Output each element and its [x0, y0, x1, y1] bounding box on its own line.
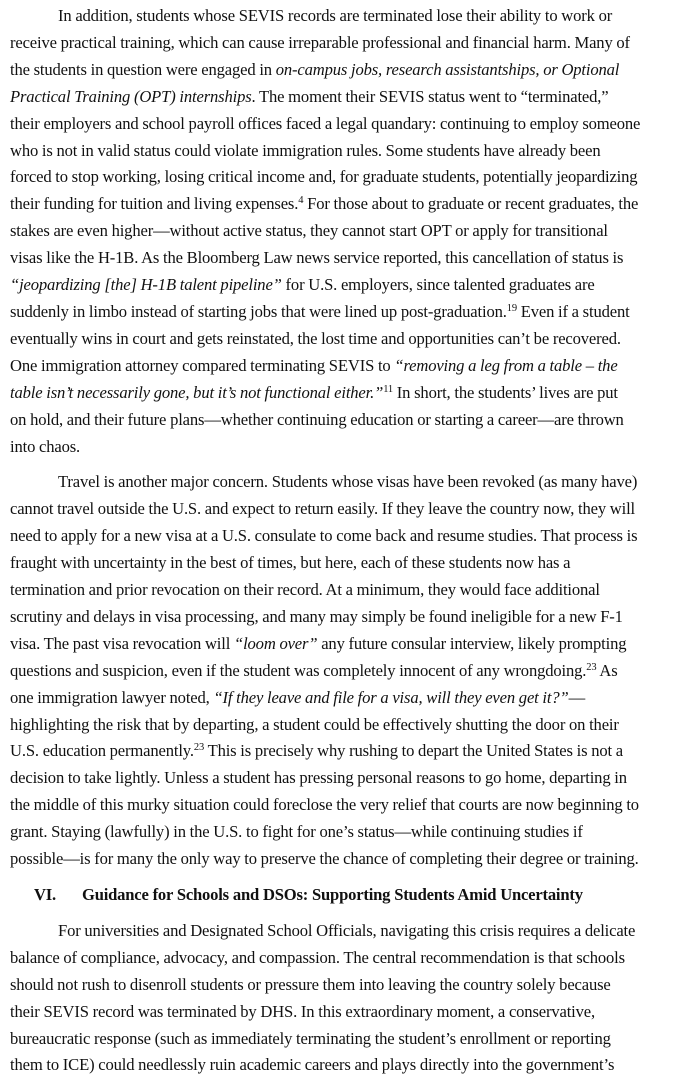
text-run: the students in question were engaged in: [10, 59, 276, 79]
footnote-ref: 19: [506, 302, 517, 314]
text-line: [10, 550, 674, 577]
text-run: fraught with uncertainty in the best of times, but here, each of these students now has a: [10, 553, 571, 573]
text-run: visa. The past visa revocation will: [10, 633, 234, 653]
text-run: Even if a student: [516, 301, 630, 321]
text-line: [10, 631, 674, 658]
text-line: [10, 326, 674, 353]
text-run: cannot travel outside the U.S. and expect to return easily. If they leave the country now, they will: [10, 499, 636, 519]
text-run: should not rush to disenroll students or pressure them into leaving the country solely because: [10, 974, 611, 994]
text-run: on hold, and their future plans—whether continuing education or starting a career—are thrown: [10, 409, 624, 429]
text-run: visas like the H-1B. As the Bloomberg Law news service reported, this cancellation of status is: [10, 248, 624, 268]
paragraph-travel: [10, 469, 674, 873]
text-line: [10, 1052, 674, 1079]
text-run: In short, the students’ lives are put: [393, 382, 618, 402]
text-run: For those about to graduate or recent graduates, the: [303, 194, 639, 214]
text-line: [10, 407, 674, 434]
text-run: One immigration attorney compared terminating SEVIS to: [10, 355, 395, 375]
text-run: grant. Staying (lawfully) in the U.S. to fight for one’s status—while continuing studies if: [10, 822, 583, 842]
text-run: For universities and Designated School Officials, navigating this crisis requires a delicate: [58, 920, 636, 940]
text-line: [10, 945, 674, 972]
text-run: stakes are even higher—without active status, they cannot start OPT or apply for transitional: [10, 221, 608, 241]
document-page: [10, 3, 674, 1079]
text-line: [10, 57, 674, 84]
text-run: This is precisely why rushing to depart the United States is not a: [204, 741, 623, 761]
text-line: [10, 380, 674, 407]
footnote-ref: 4: [298, 195, 304, 207]
text-run: highlighting the risk that by departing, a student could be effectively shutting the door on their: [10, 714, 619, 734]
italic-text: “jeopardizing [the] H-1B talent pipeline”: [10, 275, 282, 295]
text-run: In addition, students whose SEVIS records are terminated lose their ability to work or: [58, 6, 613, 25]
text-line: [10, 918, 674, 945]
text-run: Travel is another major concern. Students whose visas have been revoked (as many have): [58, 472, 638, 492]
text-run: forced to stop working, losing critical income and, for graduate students, potentially jeopardizing: [10, 167, 638, 187]
text-run: them to ICE) could needlessly ruin academic careers and plays directly into the government’s: [10, 1055, 615, 1075]
text-run: U.S. education permanently.: [10, 741, 194, 761]
text-run: As: [596, 660, 618, 680]
text-run: decision to take lightly. Unless a student has pressing personal reasons to go home, departing in: [10, 768, 627, 788]
text-line: [10, 164, 674, 191]
text-run: for U.S. employers, since talented graduates are: [281, 275, 595, 295]
text-run: their SEVIS record was terminated by DHS. In this extraordinary moment, a conservative,: [10, 1001, 595, 1021]
text-run: possible—is for many the only way to preserve the chance of completing their degree or training.: [10, 849, 639, 869]
text-run: termination and prior revocation on their record. At a minimum, they would face additional: [10, 580, 600, 600]
text-line: [10, 604, 674, 631]
italic-text: “loom over”: [233, 633, 318, 653]
text-line: [10, 272, 674, 299]
text-line: [10, 846, 674, 873]
text-line: [10, 3, 674, 30]
text-run: . The moment their SEVIS status went to “terminated,”: [251, 86, 609, 106]
text-line: [10, 685, 674, 712]
text-line: [10, 111, 674, 138]
section-number: VI.: [34, 885, 56, 904]
text-line: [10, 496, 674, 523]
text-run: bureaucratic response (such as immediately terminating the student’s enrollment or reporting: [10, 1028, 611, 1048]
text-line: [10, 218, 674, 245]
text-line: [10, 712, 674, 739]
paragraph-schools-guidance: [10, 918, 674, 1079]
italic-text: on-campus jobs, research assistantships, or Optional: [275, 59, 620, 79]
text-line: [10, 765, 674, 792]
text-run: into chaos.: [10, 436, 81, 456]
text-run: —: [568, 687, 586, 707]
text-run: their funding for tuition and living expenses.: [10, 194, 299, 214]
text-line: [10, 792, 674, 819]
footnote-ref: 11: [383, 383, 393, 395]
italic-text: “If they leave and file for a visa, will they even get it?”: [213, 687, 569, 707]
text-line: [10, 191, 674, 218]
text-line: [10, 353, 674, 380]
text-run: eventually wins in court and gets reinstated, the lost time and opportunities can’t be recovered.: [10, 328, 621, 348]
section-title: Guidance for Schools and DSOs: Supporting Students Amid Uncertainty: [82, 885, 583, 904]
italic-text: “removing a leg from a table – the: [394, 355, 618, 375]
text-line: [10, 138, 674, 165]
text-run: who is not in valid status could violate immigration rules. Some students have already been: [10, 140, 601, 160]
text-line: [10, 245, 674, 272]
text-run: the middle of this murky situation could foreclose the very relief that courts are now beginning to: [10, 795, 639, 815]
text-run: one immigration lawyer noted,: [10, 687, 214, 707]
text-line: [10, 738, 674, 765]
section-heading: [10, 882, 674, 909]
italic-text: table isn’t necessarily gone, but it’s not functional either.”: [10, 382, 384, 402]
text-line: [10, 577, 674, 604]
text-line: [10, 299, 674, 326]
text-line: [10, 523, 674, 550]
text-run: balance of compliance, advocacy, and compassion. The central recommendation is that schools: [10, 947, 625, 967]
text-run: need to apply for a new visa at a U.S. consulate to come back and resume studies. That process is: [10, 526, 638, 546]
paragraph-work-authorization: [10, 3, 674, 460]
text-run: questions and suspicion, even if the student was completely innocent of any wrongdoing.: [10, 660, 587, 680]
text-run: any future consular interview, likely prompting: [317, 633, 627, 653]
text-line: [10, 999, 674, 1026]
text-line: [10, 84, 674, 111]
text-line: [10, 1026, 674, 1053]
text-line: [10, 469, 674, 496]
italic-text: Practical Training (OPT) internships: [10, 86, 252, 106]
text-run: scrutiny and delays in visa processing, and many may simply be found ineligible for a new F-1: [10, 606, 623, 626]
footnote-ref: 23: [586, 661, 597, 673]
text-run: suddenly in limbo instead of starting jobs that were lined up post-graduation.: [10, 301, 507, 321]
text-line: [10, 434, 674, 461]
text-line: [10, 819, 674, 846]
footnote-ref: 23: [193, 742, 205, 754]
text-run: their employers and school payroll offices faced a legal quandary: continuing to employ someone: [10, 113, 641, 133]
text-run: receive practical training, which can cause irreparable professional and financial harm. Many of: [10, 32, 630, 52]
text-line: [10, 658, 674, 685]
text-line: [10, 30, 674, 57]
text-line: [10, 972, 674, 999]
